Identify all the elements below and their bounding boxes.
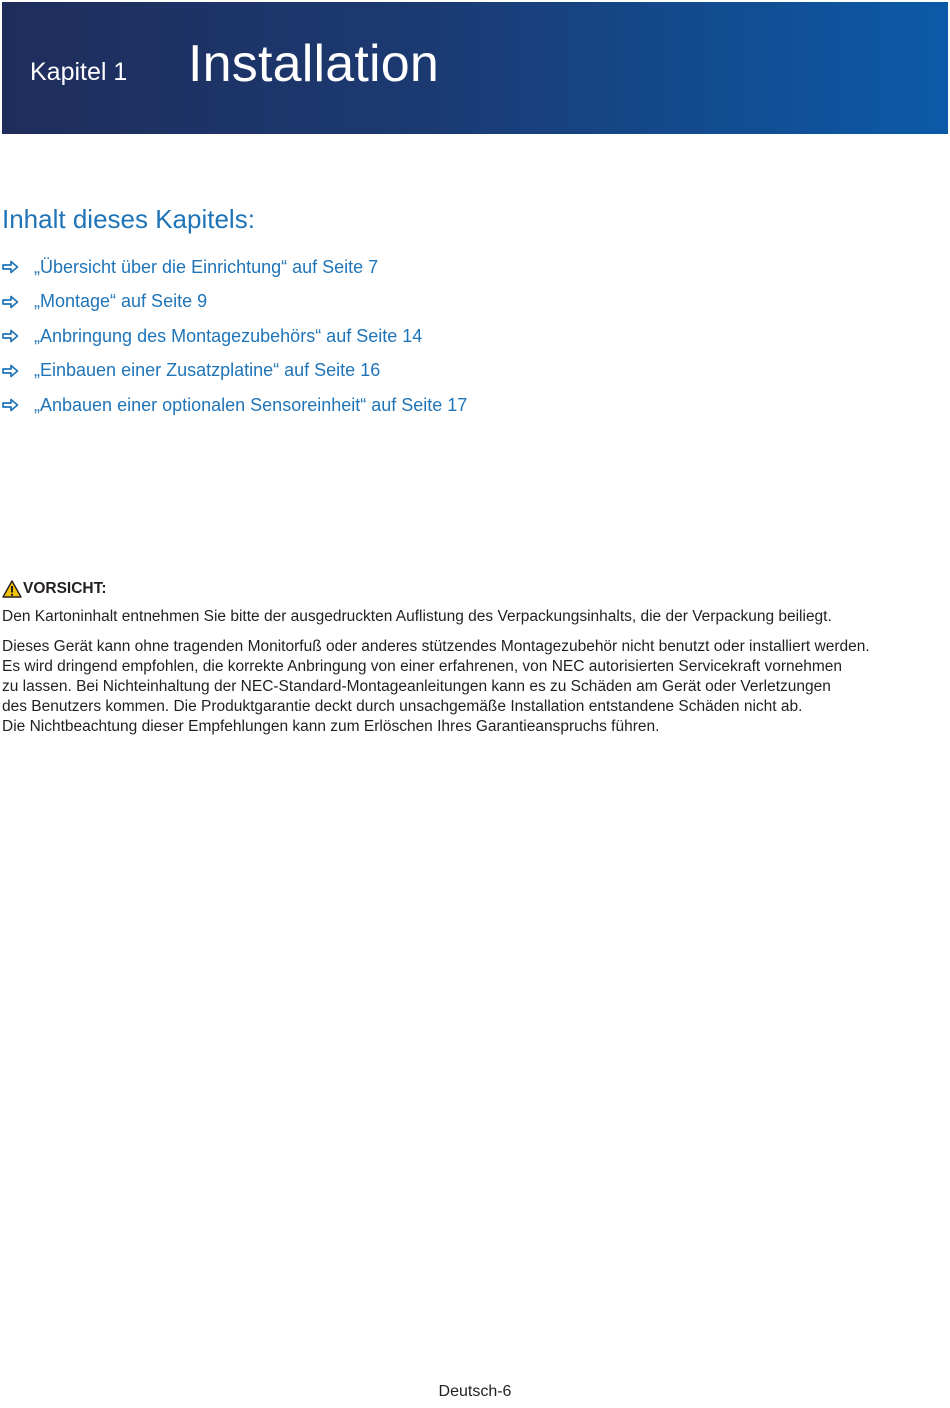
- caution-line: des Benutzers kommen. Die Produktgarantie deckt durch unsachgemäße Installation entstandene Schäden nicht ab.: [2, 698, 803, 715]
- toc-link-sensoreinheit[interactable]: „Anbauen einer optionalen Sensoreinheit“ auf Seite 17: [34, 394, 468, 415]
- toc-link-zusatzplatine[interactable]: „Einbauen einer Zusatzplatine“ auf Seite 16: [34, 360, 381, 381]
- toc-item[interactable]: [2, 250, 467, 285]
- caution-line: Es wird dringend empfohlen, die korrekte Anbringung von einer erfahrenen, von NEC autorisierten Servicekraft vornehmen: [2, 658, 843, 675]
- arrow-right-icon: [2, 295, 19, 309]
- warning-triangle-icon: [2, 580, 22, 598]
- caution-line: Dieses Gerät kann ohne tragenden Monitorfuß oder anderes stützendes Montagezubehör nicht benutzt oder installiert werden.: [2, 638, 870, 655]
- toc-heading: Inhalt dieses Kapitels:: [2, 204, 255, 234]
- toc-link-uebersicht[interactable]: „Übersicht über die Einrichtung“ auf Seite 7: [34, 256, 379, 277]
- caution-line: Die Nichtbeachtung dieser Empfehlungen kann zum Erlöschen Ihres Garantieanspruchs führen.: [2, 718, 660, 735]
- arrow-right-icon: [2, 329, 19, 343]
- chapter-header-banner: [2, 2, 948, 134]
- toc-item[interactable]: [2, 388, 467, 423]
- caution-paragraph-contents: Den Kartoninhalt entnehmen Sie bitte der ausgedruckten Auflistung des Verpackungsinhalts, die der Verpackung beiliegt.: [2, 608, 832, 625]
- chapter-title: Installation: [188, 35, 439, 93]
- caution-header: [2, 578, 946, 600]
- arrow-right-icon: [2, 398, 19, 412]
- toc-list: [2, 250, 467, 423]
- toc-item[interactable]: [2, 319, 467, 354]
- caution-paragraph-installation: [2, 637, 946, 737]
- toc-link-montage[interactable]: „Montage“ auf Seite 9: [34, 291, 208, 312]
- caution-section: [2, 578, 946, 737]
- arrow-right-icon: [2, 364, 19, 378]
- toc-item[interactable]: [2, 285, 467, 320]
- caution-title: VORSICHT:: [23, 580, 107, 597]
- page-number: Deutsch-6: [438, 1383, 512, 1400]
- caution-line: zu lassen. Bei Nichteinhaltung der NEC-Standard-Montageanleitungen kann es zu Schäden am Gerät oder Verletzungen: [2, 678, 831, 695]
- arrow-right-icon: [2, 260, 19, 274]
- toc-item[interactable]: [2, 354, 467, 389]
- chapter-number: Kapitel 1: [30, 58, 128, 86]
- toc-link-montagezubehoer[interactable]: „Anbringung des Montagezubehörs“ auf Seite 14: [34, 325, 423, 346]
